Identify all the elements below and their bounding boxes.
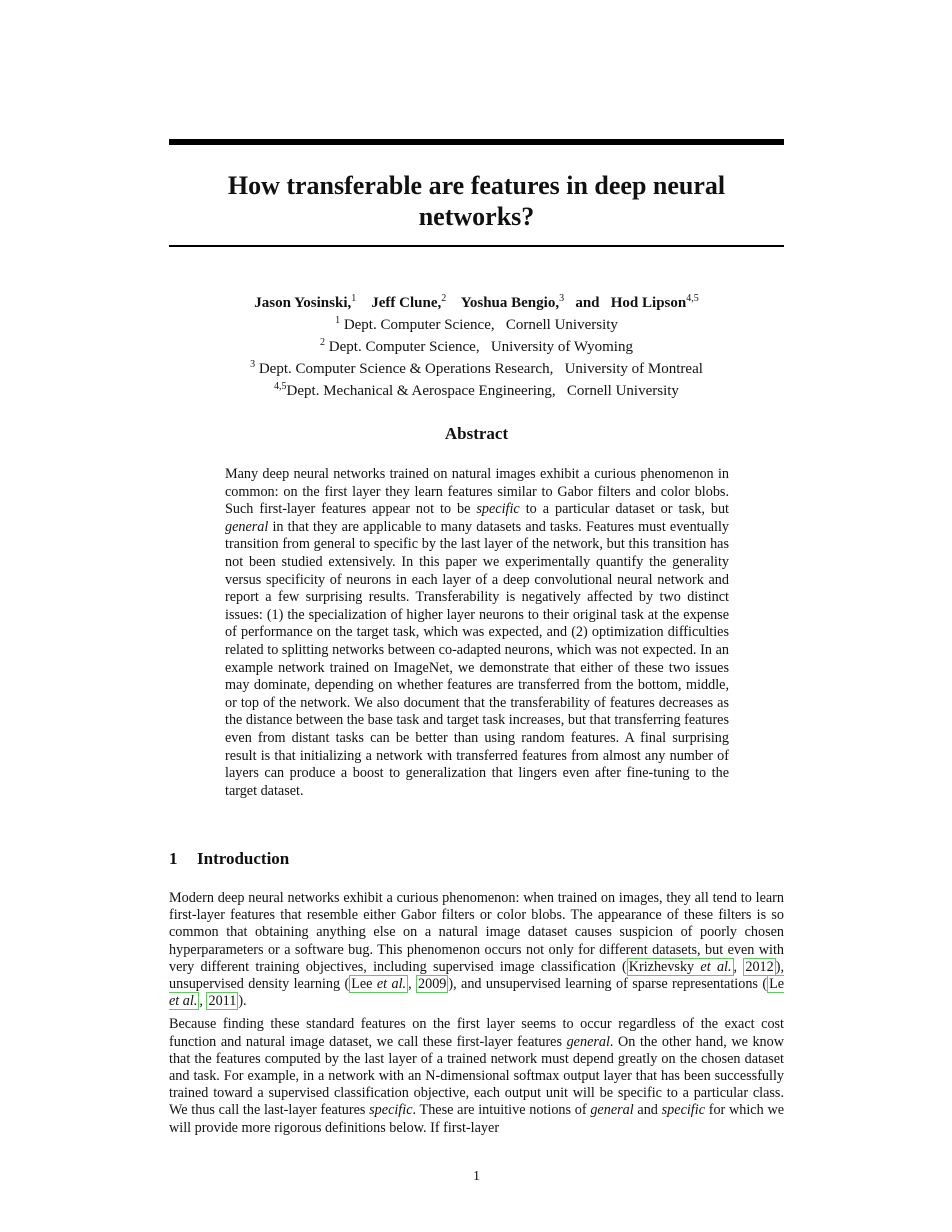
affiliation-mark: 4,5 xyxy=(274,381,287,392)
paragraph: Modern deep neural networks exhibit a curious phenomenon: when trained on images, they all tend to learn first-layer features that resemble either Gabor filters or color blobs. The appearance of these filters is so common that obtaining anything else on a natural image dataset causes suspicion of poorly chosen hyperparameters or a software bug. This phenomenon occurs not only for different datasets, but even with very different training objectives, including supervised image classification ( Krizhevsky et al. , 2012 ), unsupervised density learning ( Lee et al. , 2009 ), and unsupervised learning of sparse representations ( Le et al. , 2011 ). xyxy=(169,890,785,1010)
affiliation xyxy=(169,312,784,334)
affiliation xyxy=(169,378,784,400)
author-name: Jason Yosinski, xyxy=(254,295,352,311)
citation-author: Krizhevsky xyxy=(628,958,701,975)
affiliation-mark: 3 xyxy=(250,359,256,370)
text-run: ), and unsupervised learning of sparse representations ( xyxy=(448,976,768,993)
text-run: for which we will provide more rigorous definitions below. If first-layer xyxy=(169,1102,784,1136)
abstract-run: to a particular dataset or task, but xyxy=(519,501,729,518)
paragraph xyxy=(169,1016,784,1136)
abstract-emphasis: specific xyxy=(476,501,520,518)
text-run: Modern deep neural networks exhibit a curious phenomenon: when trained on images, they all tend to learn first-layer features that resemble either Gabor filters or color blobs. The appearance of these filters is so common that obtaining anything else on a natural image dataset causes suspicion of poorly chosen hyperparameters or a software bug. This phenomenon occurs not only for different datasets, but even with very different training objectives, including supervised image classification ( xyxy=(169,890,784,975)
author-block xyxy=(169,290,784,400)
text-run: and xyxy=(633,1102,662,1119)
affiliation-mark: 1 xyxy=(335,315,341,326)
title-top-rule xyxy=(169,139,784,145)
affiliation-mark: 2 xyxy=(320,337,326,348)
affiliation-text: Dept. Computer Science & Operations Research, University of Montreal xyxy=(258,361,703,377)
page-number: 1 xyxy=(473,1169,480,1184)
text-run: . On the other hand, we know that the features computed by the last layer of a trained network must depend greatly on the chosen dataset and task. For example, in a network with an N-dimensional softmax output layer that has been successfully trained toward a supervised classification objective, each output unit will be specific to a particular class. We thus call the last-layer features xyxy=(169,1033,784,1119)
abstract-run: Many deep neural networks trained on natural images exhibit a curious phenomenon in common: on the first layer they learn features similar to Gabor filters and color blobs. Such first-layer features appear not to be xyxy=(225,466,729,518)
affiliation-text: Dept. Mechanical & Aerospace Engineering, Cornell University xyxy=(286,383,679,399)
section-number: 1 xyxy=(169,849,178,868)
affiliation xyxy=(169,334,784,356)
abstract-emphasis: general xyxy=(225,518,269,535)
author-names xyxy=(169,290,784,312)
citation-link[interactable] xyxy=(349,975,408,993)
citation-link[interactable] xyxy=(627,958,734,976)
author-affil-mark: 1 xyxy=(351,293,357,304)
text-run: ). xyxy=(238,993,247,1010)
text-run: ), unsupervised density learning ( xyxy=(169,958,785,993)
text-run: Because finding these standard features on the first layer seems to occur regardless of the exact cost function and natural image dataset, we call these first-layer features xyxy=(169,1016,784,1050)
citation-etal: et al. xyxy=(169,993,198,1010)
author-affil-mark: 4,5 xyxy=(686,293,699,304)
author-and: and xyxy=(575,295,600,311)
abstract-run: in that they are applicable to many datasets and tasks. Features must eventually transition from general to specific by the last layer of the network, but this transition has not been studied extensively. In this paper we experimentally quantify the generality versus specificity of neurons in each layer of a deep convolutional neural network and report a few surprising results. Transferability is negatively affected by two distinct issues: (1) the specialization of higher layer neurons to their original task at the expense of performance on the target task, which was expected, and (2) optimization difficulties related to splitting networks between co-adapted neurons, which was not expected. In an example network trained on ImageNet, we demonstrate that either of these two issues may dominate, depending on whether features are transferred from the bottom, middle, or top of the network. We also document that the transferability of features decreases as the distance between the base task and target task increases, but that transferring features even from distant tasks can be better than using random features. A final surprising result is that initializing a network with transferred features from almost any number of layers can produce a boost to generalization that lingers even after fine-tuning to the target dataset. xyxy=(225,518,729,799)
citation-etal: et al. xyxy=(376,976,407,993)
text-run: . These are intuitive notions of xyxy=(412,1102,591,1119)
emphasis: general xyxy=(566,1033,610,1050)
author-name: Hod Lipson xyxy=(610,295,687,311)
emphasis: general xyxy=(590,1102,634,1119)
citation-year-link[interactable]: 2012 xyxy=(745,958,774,975)
emphasis: specific xyxy=(661,1102,705,1119)
author-name: Jeff Clune, xyxy=(371,295,442,311)
citation-author: Lee xyxy=(351,976,377,993)
introduction-body xyxy=(169,890,784,1143)
citation-year-link[interactable]: 2011 xyxy=(208,993,237,1010)
author-affil-mark: 3 xyxy=(559,293,565,304)
citation-year-link[interactable]: 2009 xyxy=(418,976,447,993)
paper-title: How transferable are features in deep neural networks? xyxy=(227,171,726,231)
affiliation-text: Dept. Computer Science, Cornell University xyxy=(343,317,618,333)
title-bottom-rule xyxy=(169,245,784,247)
abstract-text xyxy=(225,466,729,800)
citation-author: Le xyxy=(769,976,785,993)
affiliation-text: Dept. Computer Science, University of Wyoming xyxy=(328,339,633,355)
abstract-heading: Abstract xyxy=(444,424,509,443)
author-name: Yoshua Bengio, xyxy=(460,295,560,311)
citation-etal: et al. xyxy=(700,958,732,975)
affiliation xyxy=(169,356,784,378)
section-title: Introduction xyxy=(197,849,290,868)
emphasis: specific xyxy=(369,1102,413,1119)
section-heading-introduction xyxy=(169,849,289,869)
author-affil-mark: 2 xyxy=(441,293,447,304)
